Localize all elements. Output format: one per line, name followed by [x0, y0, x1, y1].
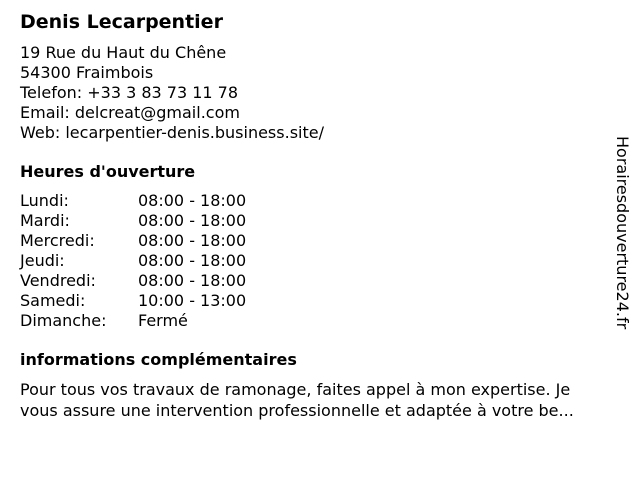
hours-time: 08:00 - 18:00	[138, 271, 247, 290]
additional-info-line-1: Pour tous vos travaux de ramonage, faites appel à mon expertise. Je	[20, 380, 571, 399]
opening-hours-table	[20, 191, 620, 331]
watermark-text: Horairesdouverture24.fr	[613, 136, 632, 330]
watermark	[612, 136, 632, 346]
business-card	[20, 10, 620, 421]
hours-day: Mardi:	[20, 211, 70, 230]
business-name: Denis Lecarpentier	[20, 11, 223, 33]
additional-info-title: informations complémentaires	[20, 350, 297, 369]
hours-day: Vendredi:	[20, 271, 96, 290]
hours-row-friday	[20, 271, 620, 291]
hours-day: Lundi:	[20, 191, 69, 210]
email-line: Email: delcreat@gmail.com	[20, 103, 240, 122]
hours-day: Mercredi:	[20, 231, 95, 250]
street-address: 19 Rue du Haut du Chêne	[20, 43, 227, 62]
hours-time: 08:00 - 18:00	[138, 251, 247, 270]
hours-day: Jeudi:	[20, 251, 65, 270]
web-line: Web: lecarpentier-denis.business.site/	[20, 123, 324, 142]
hours-time: 10:00 - 13:00	[138, 291, 247, 310]
hours-row-wednesday	[20, 231, 620, 251]
hours-day: Samedi:	[20, 291, 86, 310]
hours-time: Fermé	[138, 311, 188, 330]
hours-row-thursday	[20, 251, 620, 271]
hours-row-saturday	[20, 291, 620, 311]
additional-info-line-2: vous assure une intervention professionnelle et adaptée à votre be...	[20, 401, 574, 420]
hours-row-tuesday	[20, 211, 620, 231]
city-address: 54300 Fraimbois	[20, 63, 154, 82]
hours-time: 08:00 - 18:00	[138, 211, 247, 230]
phone-line: Telefon: +33 3 83 73 11 78	[20, 83, 239, 102]
hours-day: Dimanche:	[20, 311, 107, 330]
opening-hours-title: Heures d'ouverture	[20, 162, 196, 181]
hours-row-sunday	[20, 311, 620, 331]
hours-time: 08:00 - 18:00	[138, 231, 247, 250]
hours-row-monday	[20, 191, 620, 211]
hours-time: 08:00 - 18:00	[138, 191, 247, 210]
